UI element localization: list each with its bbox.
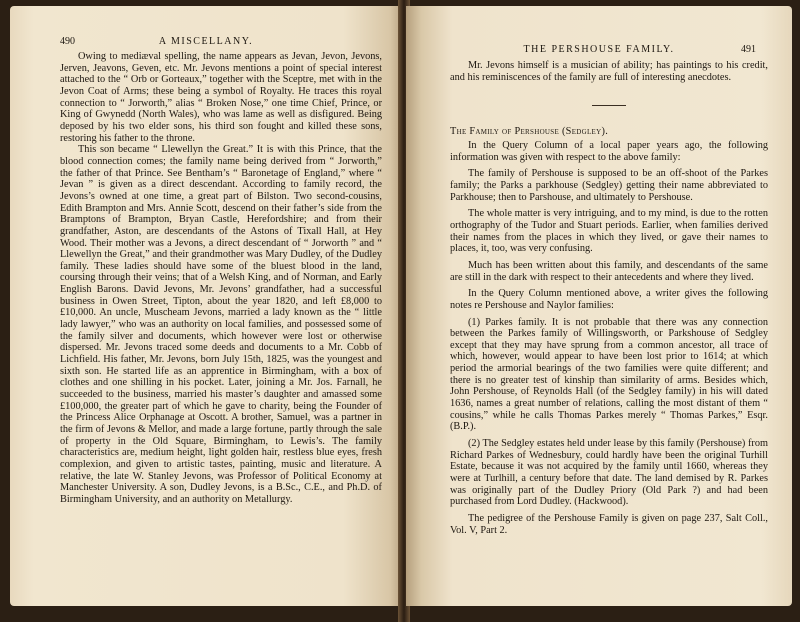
section-heading-place: (Sedgley).	[561, 126, 609, 138]
right-paragraph-1: In the Query Column of a local paper years ago, the following information was given with respect to the above family:	[450, 139, 768, 163]
right-paragraph-2: The family of Pershouse is supposed to be an off-shoot of the Parkes family; the Parks a parkhouse (Sedgley) getting their name abbreviated to Parkhouse; then to Parshouse, and ultimately to Pershouse.	[450, 168, 768, 203]
left-page	[10, 6, 402, 606]
left-running-title: A MISCELLANY.	[158, 36, 254, 47]
right-page	[406, 6, 792, 606]
section-heading-title: The Family of Pershouse	[450, 126, 560, 138]
section-divider	[592, 105, 626, 106]
right-paragraph-8: The pedigree of the Pershouse Family is given on page 237, Salt Coll., Vol. V, Part 2.	[450, 513, 768, 536]
left-paragraph-2: This son became “ Llewellyn the Great.” It is with this Prince, that the blood connection comes; the family name being derived from “ Jorworth,” the father of that Prince. See Bentham’s “ Baronetage of England,” where “ Jevan ” is given as a direct descendant. According to family record, the Jevons’s owned at one time, a great part of Bilston. Two second-cousins, Edith Brampton and Mrs. Annie Scott, descend on their father’s side from the Bramptons of Brampton, Bryan Castle, Herefordshire; and from their grandfather, Aston, are descendants of the Astons of Tixall Hall, at Hey Wood. Their mother was a Jevons, a direct descendant of “ Jorworth ” and “ Llewellyn the Great,” and their grandmother was Mary Dudley, of the Dudley family. These ladies should have some of the bluest blood in the land, coursing through their veins; that of a Welsh King, and of Norman, and Early English Barons. David Jevons, Mr. Jevons’ grandfather, had a successful business in Owen Street, Tipton, about the year 1820, and left £8,000 to £10,000. An uncle, Muscheam Jevons, married a lady known as the “ little lady lawyer,” who was an authority on local families, and possessed some of the family silver and documents, which however were lost or otherwise dispersed. Mr. Jevons traced some deeds and documents to a Mr. Cobb of Lichfield. His father, Mr. Jevons, born July 15th, 1825, was the youngest and sixth son. He started life as an apprentice in Birmingham, with a box of clothes and one shilling in his pocket. Later, joining a Mr. Jos. Farnall, he succeeded to the business, married his master’s daughter and amassed some £100,000, the greater part of which he gave to charity, being the Founder of the Princess Alice Orphanage at Oscott. A brother, Samuel, was a partner in the firm of Jevons & Mellor, and made a large fortune, partly through the sale of property in the Old Square, Birmingham, to Lewis’s. The family characteristics are, medium height, light golden hair, restless blue eyes, fresh complexion, and given to artistic tastes, painting, music and literature. A relative, the late W. Stanley Jevons, was Professor of Political Economy at Manchester University. A son, Dudley Jevons, is a B.Sc., C.E., and Ph.D. of Birmingham University, and an authority on Metallurgy.	[60, 144, 382, 505]
right-page-body	[450, 60, 768, 536]
right-paragraph-4: Much has been written about this family, and descendants of the same are still in the dark with respect to their antecedents and where they lived.	[450, 259, 768, 283]
right-page-number: 491	[741, 44, 756, 55]
right-running-title: THE PERSHOUSE FAMILY.	[523, 44, 675, 55]
left-paragraph-1: Owing to mediæval spelling, the name appears as Jevan, Jevon, Jevons, Jerven, Jeavons, Geven, etc. Mr. Jevons mentions a point of special interest attached to the “ Orb or Gorteaux,” together with the Sceptre, met with in the Jevon Coat of Arms; these being a symbol of Royalty. He traces this royal connection to “ Jorworth,” alias “ Broken Nose,” one time Chief, Prince, or King of Gwynedd (North Wales), who was lame as well as disfigured. Being deposed by his two elder sons, his third son fought and killed these sons, restoring his father to the throne.	[60, 51, 382, 144]
right-paragraph-5: In the Query Column mentioned above, a writer gives the following notes re Pershouse and Naylor families:	[450, 288, 768, 311]
right-paragraph-3: The whole matter is very intriguing, and to my mind, is due to the rotten orthography of the Tudor and Stuart periods. Earlier, when families derived their names from the places in which they lived, or gave their names to places, it, too, was very confusing.	[450, 208, 768, 255]
left-page-number: 490	[60, 36, 75, 47]
right-paragraph-6: (1) Parkes family. It is not probable that there was any connection between the Parkes family of Willingsworth, or Parkshouse of Sedgley except that they may have sprung from a common ancestor, all trace of which, however, would appear to have been lost prior to 1614; at which period the armorial bearings of the two families were quite different; and there is no greater test of kinship than similarity of arms. Besides which, John Pershouse, of Reynolds Hall (of the Sedgley family) in his will dated 1636, names a great number of relations, calling the most distant of them “ cousins,” while he calls Thomas Parkes merely “ Thomas Parkes,” Esqr. (B.P.).	[450, 316, 768, 433]
left-page-body	[60, 51, 382, 506]
right-paragraph-7: (2) The Sedgley estates held under lease by this family (Pershouse) from Richard Parkes of Wednesbury, could hardly have been the original Turhill Estate, because it was not acquired by the family until 1660, whereas they were at Turlhill, a century before that date. The land demised by R. Parkes was originally part of the Dudley Priory (Old Park ?) and had been purchased from Lord Dudley. (Hackwood).	[450, 438, 768, 508]
right-intro-paragraph: Mr. Jevons himself is a musician of ability; has paintings to his credit, and his reminiscences of the family are full of interesting anecdotes.	[450, 60, 768, 83]
section-heading	[450, 126, 768, 138]
